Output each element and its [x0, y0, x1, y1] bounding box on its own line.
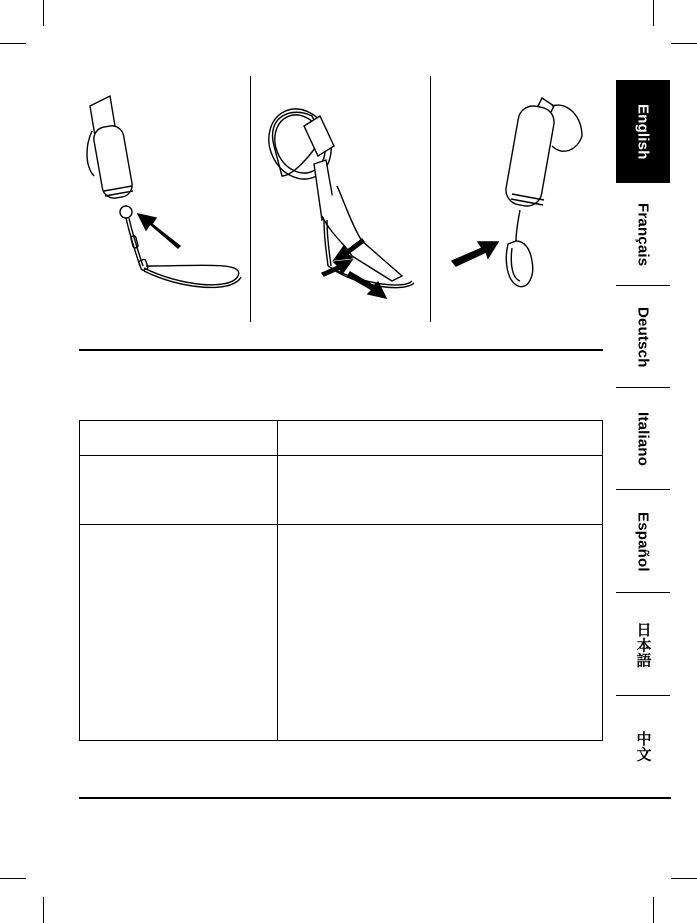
tab-label: Español	[634, 511, 652, 572]
tab-francais[interactable]	[616, 183, 670, 286]
crop-mark	[671, 878, 697, 879]
table-cell	[278, 421, 602, 455]
tab-label: 日本語	[634, 621, 652, 668]
tab-japanese[interactable]	[616, 593, 670, 696]
panel-divider	[250, 76, 251, 322]
illustration-strip	[80, 76, 602, 322]
crop-mark	[0, 878, 26, 879]
panel-divider	[430, 76, 431, 322]
tab-label: Français	[634, 202, 652, 267]
crop-mark	[43, 897, 44, 923]
dome-strap-tighten-icon	[252, 76, 428, 322]
tab-label: 中文	[634, 730, 652, 762]
crop-mark	[653, 897, 654, 923]
table-cell	[80, 456, 277, 524]
tab-label: Deutsch	[634, 306, 652, 368]
table-cell	[80, 421, 277, 455]
tab-label: English	[634, 103, 652, 160]
carabiner-clip-icon	[432, 76, 602, 322]
section-divider	[79, 349, 603, 351]
table-cell	[80, 525, 277, 740]
crop-mark	[0, 43, 26, 44]
tab-label: Italiano	[634, 411, 652, 467]
spec-table	[79, 420, 603, 741]
hand-strap-attach-icon	[80, 76, 248, 322]
tab-italiano[interactable]	[616, 388, 670, 490]
table-cell	[278, 456, 602, 524]
crop-mark	[653, 0, 654, 26]
tab-chinese[interactable]	[616, 696, 670, 796]
tab-espanol[interactable]	[616, 490, 670, 593]
crop-mark	[671, 43, 697, 44]
crop-mark	[43, 0, 44, 26]
table-cell	[278, 525, 602, 740]
tab-english[interactable]	[616, 80, 670, 183]
footer-divider	[79, 797, 671, 799]
tab-deutsch[interactable]	[616, 286, 670, 388]
